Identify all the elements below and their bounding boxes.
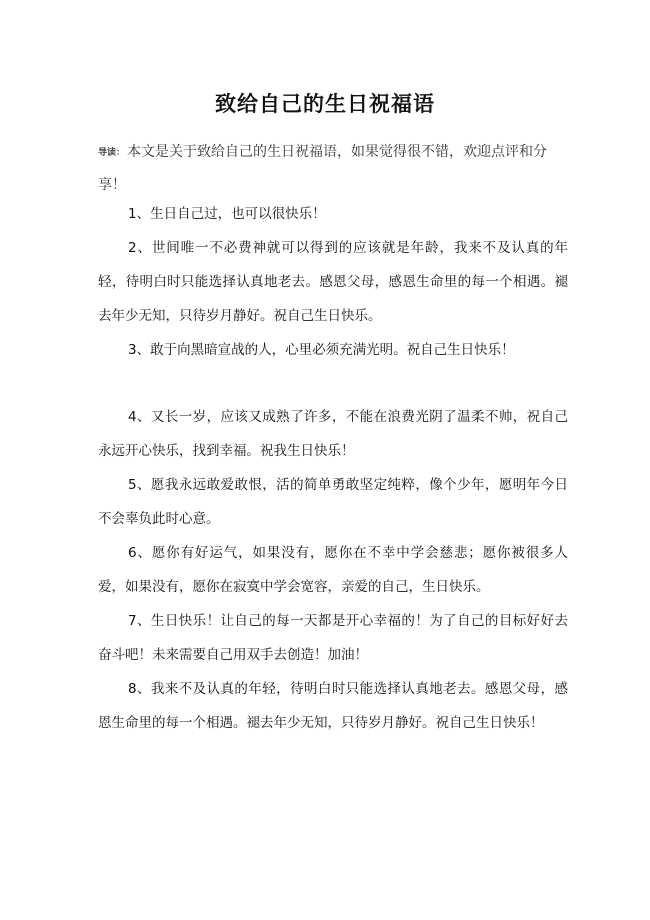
wish-list-part-1: [98, 197, 568, 367]
wish-item-8: 8、我来不及认真的年轻，待明白时只能选择认真地老去。感恩父母，感恩生命里的每一个相遇。褪去年少无知，只待岁月静好。祝自己生日快乐！: [98, 681, 568, 731]
wish-item-5: 5、愿我永远敢爱敢恨，活的简单勇敢坚定纯粹，像个少年，愿明年今日不会辜负此时心意。: [98, 477, 568, 527]
intro-lead-label: 导读：: [98, 148, 126, 158]
wish-item-7: 7、生日快乐！让自己的每一天都是开心幸福的！为了自己的目标好好去奋斗吧！未来需要自己用双手去创造！加油！: [98, 613, 568, 663]
wish-item-1: 1、生日自己过，也可以很快乐！: [128, 206, 326, 222]
document-title: 致给自己的生日祝福语: [215, 92, 435, 116]
wish-item-3: 3、敢于向黑暗宣战的人，心里必须充满光明。祝自己生日快乐！: [128, 342, 515, 358]
wish-item-6: 6、愿你有好运气，如果没有，愿你在不幸中学会慈悲；愿你被很多人爱，如果没有，愿你在寂寞中学会宽容，亲爱的自己，生日快乐。: [98, 545, 568, 595]
wish-item-2: 2、世间唯一不必费神就可以得到的应该就是年龄，我来不及认真的年轻，待明白时只能选择认真地老去。感恩父母，感恩生命里的每一个相遇。褪去年少无知，只待岁月静好。祝自己生日快乐。: [98, 240, 568, 324]
document-intro: [98, 136, 568, 201]
wish-list-part-2: [98, 400, 568, 740]
intro-text: 本文是关于致给自己的生日祝福语，如果觉得很不错，欢迎点评和分享！: [98, 144, 548, 193]
wish-item-4: 4、又长一岁，应该又成熟了许多，不能在浪费光阴了温柔不帅，祝自己永远开心快乐，找到幸福。祝我生日快乐！: [98, 409, 568, 459]
